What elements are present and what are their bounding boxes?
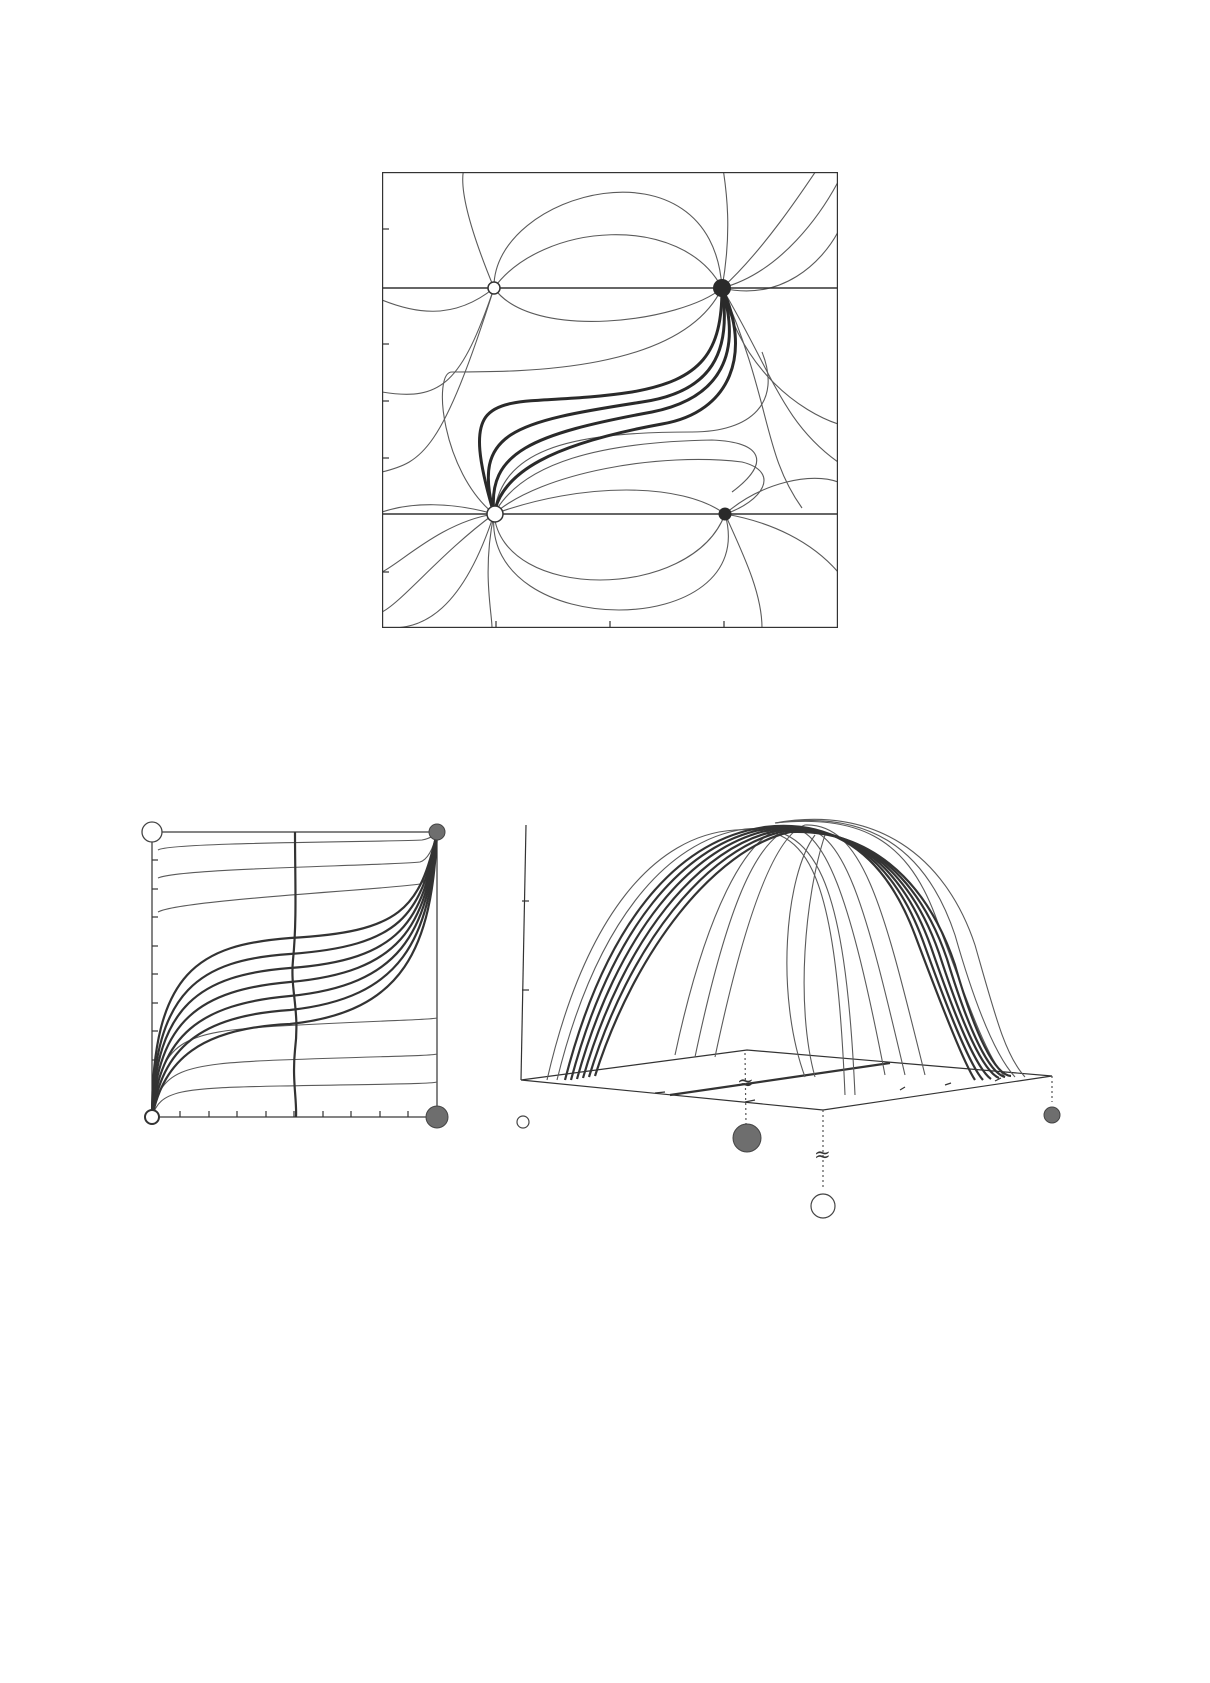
br-thick-arcs bbox=[565, 826, 1011, 1080]
top-open-node-large bbox=[487, 506, 503, 522]
top-open-node-small bbox=[488, 282, 500, 294]
bl-node-top-right-grey bbox=[429, 824, 445, 840]
bottom-left-bottom-ticks bbox=[180, 1111, 408, 1117]
top-panel-frame bbox=[383, 173, 838, 628]
bottom-right-3d-surface bbox=[505, 795, 1065, 1235]
top-field-lines-thick bbox=[479, 288, 735, 514]
br-node-grey-large bbox=[733, 1124, 761, 1152]
br-break-mark-2: ≈ bbox=[814, 1142, 831, 1166]
br-vertical-axis bbox=[521, 825, 526, 1080]
br-break-mark-1: ≈ bbox=[737, 1070, 754, 1094]
bl-node-top-left-open bbox=[142, 822, 162, 842]
br-node-grey-small bbox=[1044, 1107, 1060, 1123]
bl-node-bottom-left-open bbox=[145, 1110, 159, 1124]
top-field-lines-thin bbox=[382, 172, 838, 628]
bl-node-bottom-right-grey bbox=[426, 1106, 448, 1128]
bottom-left-flow-diagram bbox=[140, 820, 450, 1140]
bottom-left-vertical-line bbox=[292, 832, 296, 1117]
br-node-open-small bbox=[517, 1116, 529, 1128]
br-node-open-large bbox=[811, 1194, 835, 1218]
top-field-diagram bbox=[382, 172, 838, 628]
top-filled-node-large bbox=[713, 279, 731, 297]
top-filled-node-small bbox=[719, 508, 732, 521]
